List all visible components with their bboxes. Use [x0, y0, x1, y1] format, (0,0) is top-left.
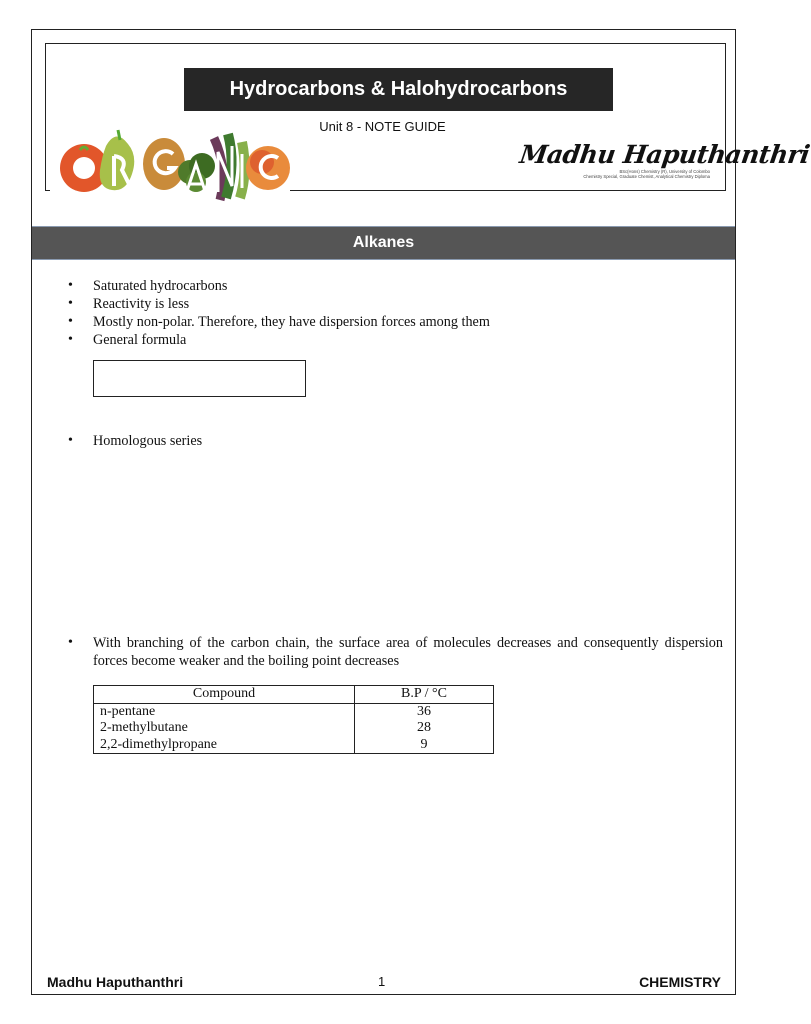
homologous-list [63, 432, 202, 450]
list-item: • With branching of the carbon chain, the surface area of molecules decreases and consequently dispersion forces become weaker and the boiling point decreases [63, 634, 723, 670]
table-cell: 2-methylbutane [94, 720, 355, 737]
logo-letter-n [214, 134, 232, 200]
boiling-point-table [93, 685, 494, 754]
organic-logo [56, 122, 292, 204]
logo-letter-i [240, 142, 245, 198]
table-row [94, 720, 494, 737]
unit-label: Unit 8 - NOTE GUIDE [319, 119, 446, 134]
table-header-row [94, 686, 494, 704]
table-cell: 36 [355, 703, 494, 720]
table-row [94, 703, 494, 720]
table-row [94, 737, 494, 754]
author-credentials-1: BSc(Hons) Chemistry (R), University of Colombo [619, 169, 710, 174]
list-item: • Reactivity is less [63, 295, 490, 313]
page-number: 1 [378, 974, 386, 989]
document-title: Hydrocarbons & Halohydrocarbons [184, 68, 613, 111]
logo-letter-g [143, 138, 185, 190]
list-item: • General formula [63, 331, 490, 349]
properties-list [63, 277, 490, 349]
author-credentials-2: Chemistry Special, Graduate Chemist, Analytical Chemistry Diploma [583, 174, 710, 179]
list-item: • Mostly non-polar. Therefore, they have dispersion forces among them [63, 313, 490, 331]
author-brand [517, 140, 811, 179]
general-formula-box [93, 360, 306, 397]
list-item: • Saturated hydrocarbons [63, 277, 490, 295]
column-header: Compound [94, 686, 355, 704]
table-cell: 9 [355, 737, 494, 754]
logo-letter-c [246, 146, 290, 190]
author-signature: Madhu Haputhanthri [517, 140, 811, 169]
footer-author: Madhu Haputhanthri [47, 974, 184, 990]
branching-list [63, 634, 723, 670]
section-heading: Alkanes [32, 226, 735, 260]
table-cell: n-pentane [94, 703, 355, 720]
table-cell: 28 [355, 720, 494, 737]
logo-letter-r [100, 130, 135, 190]
table-cell: 2,2-dimethylpropane [94, 737, 355, 754]
list-item: • Homologous series [63, 432, 202, 450]
column-header: B.P / °C [355, 686, 494, 704]
footer-subject: CHEMISTRY [639, 974, 721, 990]
